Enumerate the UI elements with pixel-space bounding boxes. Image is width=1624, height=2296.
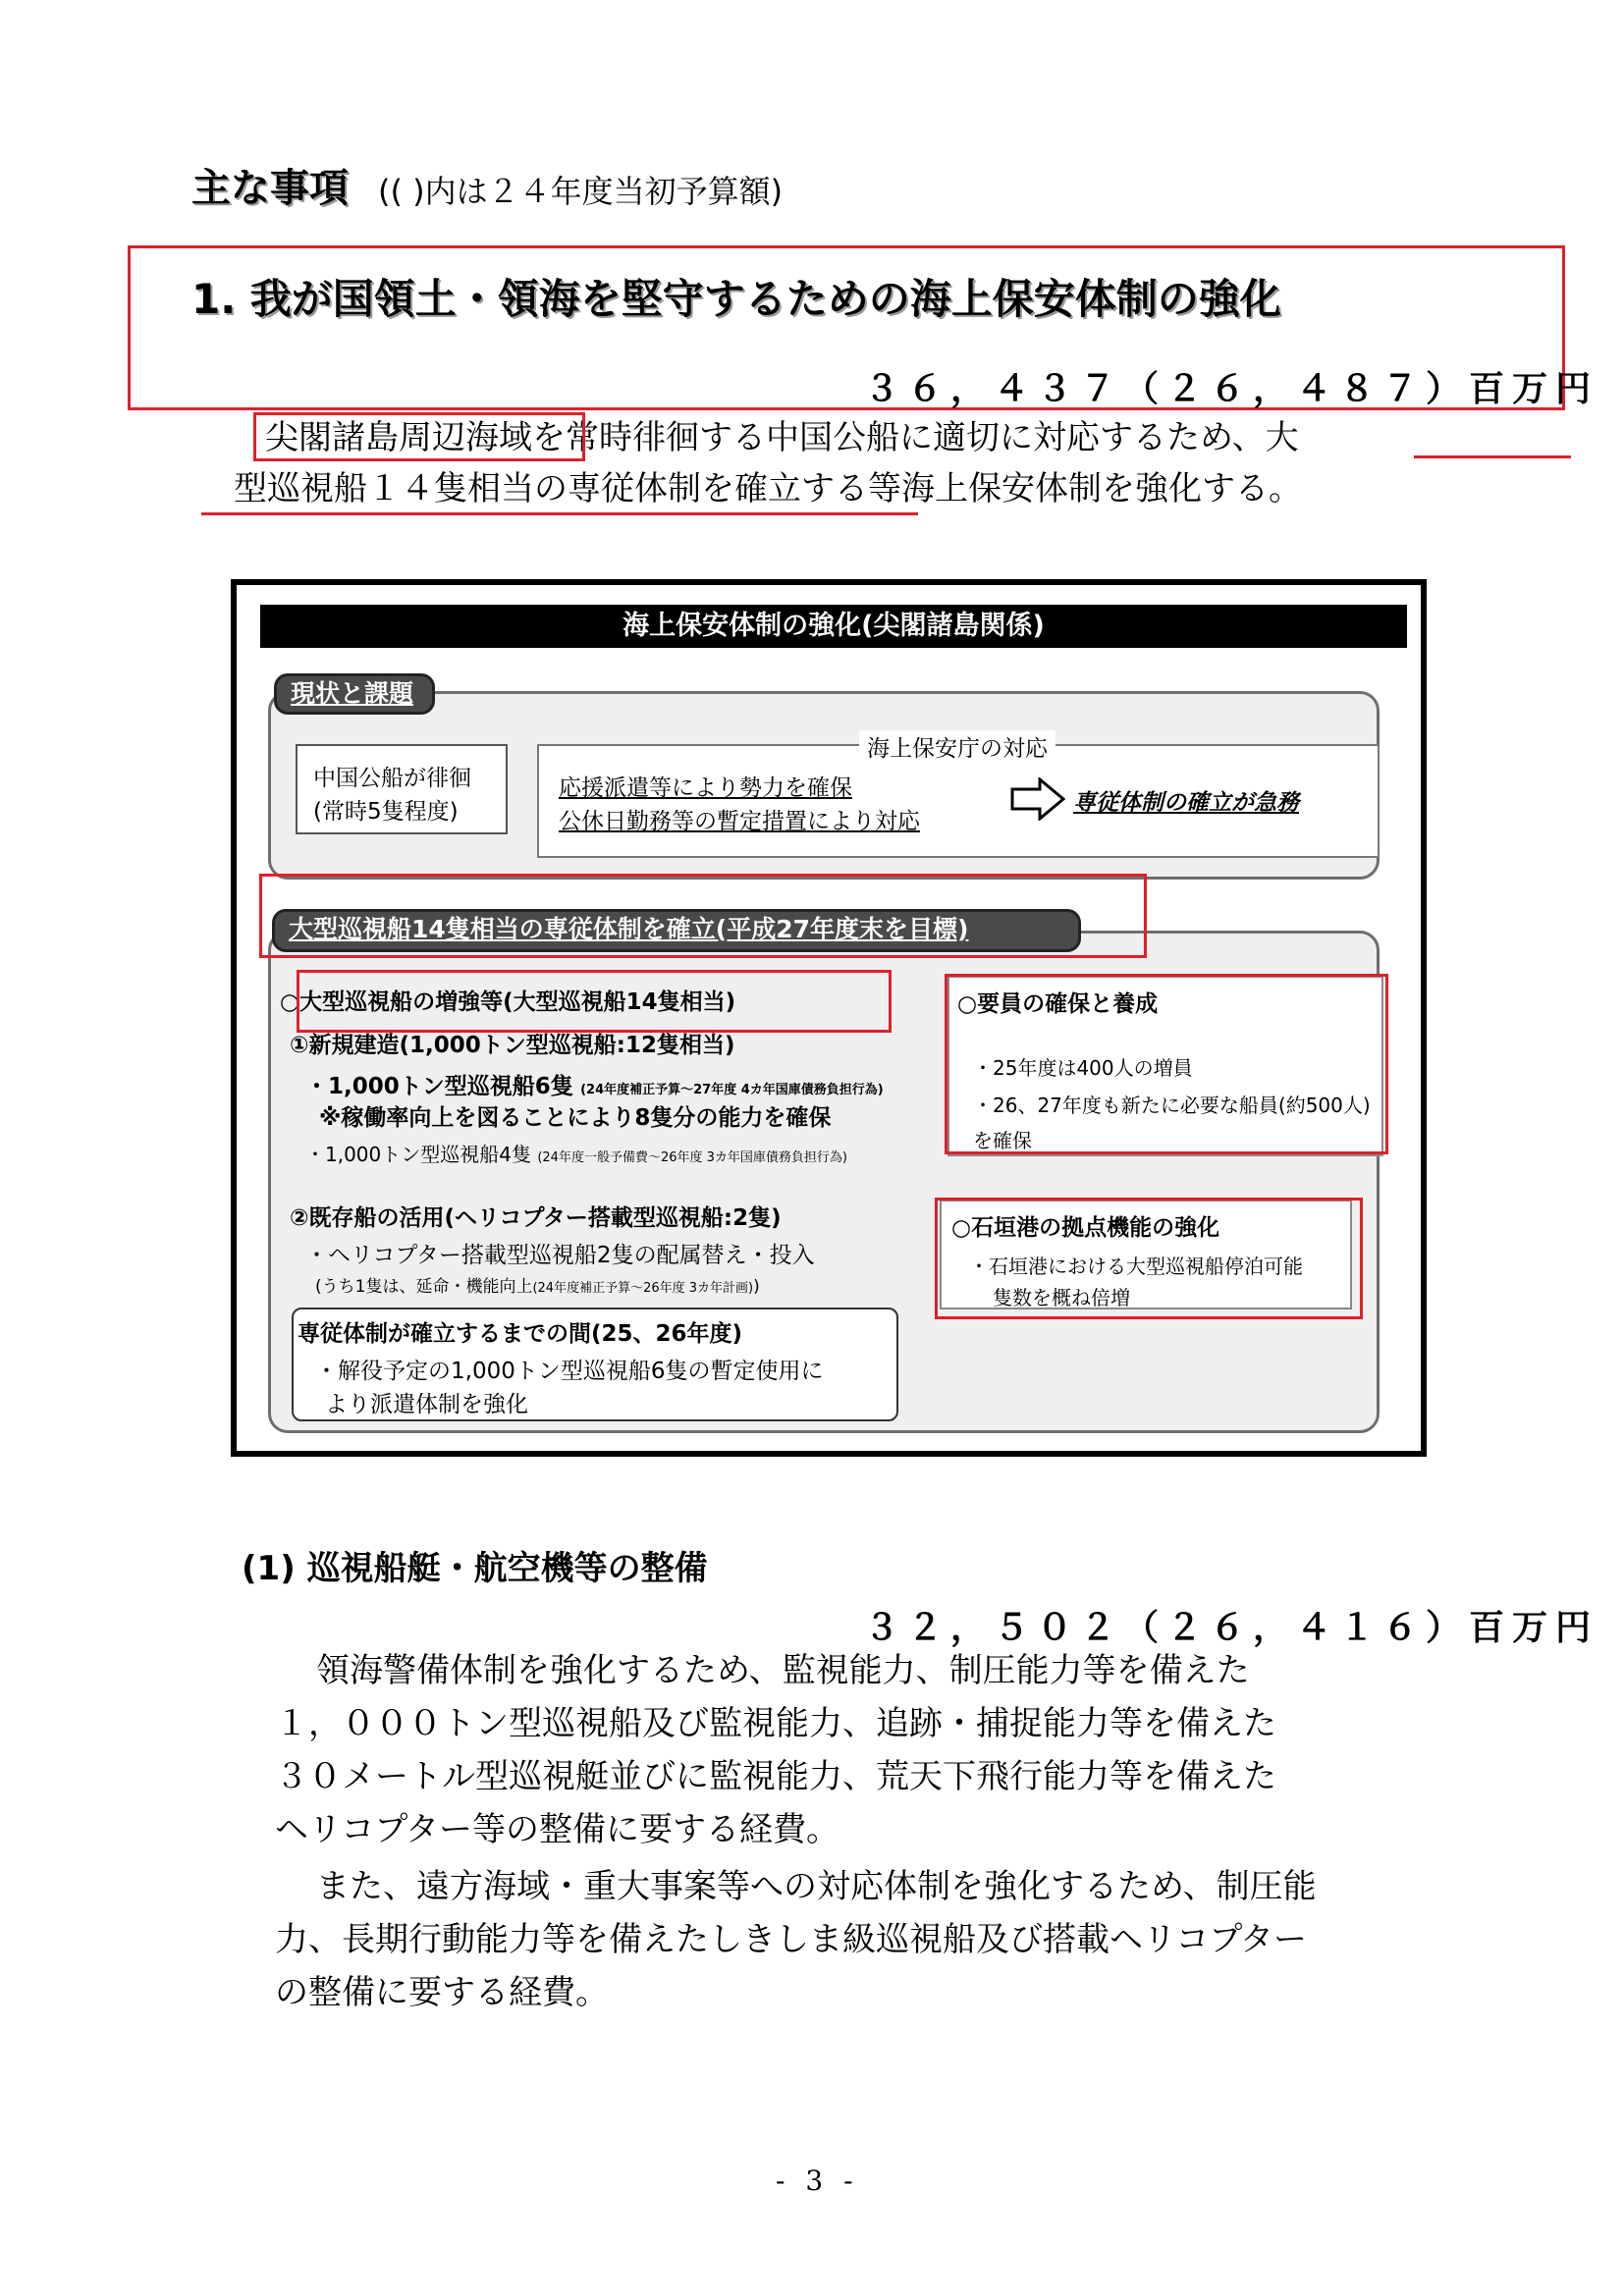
status-tab: 現状と課題 (274, 673, 435, 715)
para1-line-3: ３０メートル型巡視艇並びに監視能力、荒天下飛行能力等を備えた (275, 1757, 1276, 1796)
para2-line-2: 力、長期行動能力等を備えたしきしま級巡視船及び搭載ヘリコプター (275, 1920, 1307, 1959)
heli-item: ・ヘリコプター搭載型巡視船2隻の配属替え・投入 (305, 1243, 815, 1268)
annotation-box-ishigaki (935, 1198, 1363, 1319)
ishigaki-heading: ○石垣港の拠点機能の強化 (951, 1215, 1220, 1241)
section-1-1-title: (1) 巡視船艇・航空機等の整備 (242, 1549, 708, 1588)
item-6-ships (305, 1068, 884, 1100)
right-arrow-icon (1010, 777, 1065, 821)
para2-line-3: の整備に要する経費。 (275, 1973, 609, 2012)
para1-line-1: 領海警備体制を強化するため、監視能力、制圧能力等を備えた (316, 1651, 1250, 1690)
para2-line-1: また、遠方海域・重大事案等への対応体制を強化するため、制圧能 (316, 1867, 1317, 1906)
annotation-underline-1 (1414, 455, 1571, 458)
interim-line-2: より派遣体制を強化 (325, 1392, 528, 1417)
figure-title: 海上保安体制の強化(尖閣諸島関係) (260, 605, 1407, 648)
jcg-response-label: 海上保安庁の対応 (859, 730, 1056, 763)
annotation-box-goal (259, 874, 1147, 958)
page-heading-note: (( )内は２４年度当初予算額) (378, 173, 784, 210)
heli-note-end: ) (753, 1277, 760, 1297)
staff-line-2: ・26、27年度も新たに必要な船員(約500人) (973, 1094, 1371, 1117)
new-build-heading: ①新規建造(1,000トン型巡視船:12隻相当) (290, 1033, 735, 1058)
interim-line-1: ・解役予定の1,000トン型巡視船6隻の暫定使用に (315, 1359, 824, 1384)
item-4-ships-note: (24年度一般予備費～26年度 3カ年国庫債務負担行為) (537, 1150, 847, 1165)
ishigaki-line-1: ・石垣港における大型巡視船停泊可能 (969, 1255, 1303, 1278)
urgent-message: 専従体制の確立が急務 (1073, 790, 1299, 816)
item-4-ships (305, 1139, 847, 1167)
staff-heading: ○要員の確保と養成 (957, 991, 1159, 1017)
item-8-ships: ※稼働率向上を図ることにより8隻分の能力を確保 (319, 1105, 832, 1131)
goal-tab: 大型巡視船14隻相当の専従体制を確立(平成27年度末を目標) (272, 909, 1081, 952)
staff-line-1: ・25年度は400人の増員 (973, 1056, 1193, 1080)
staff-line-3: を確保 (973, 1129, 1032, 1152)
annotation-box-senkaku (253, 412, 585, 461)
ishigaki-line-2: 隻数を概ね倍増 (993, 1286, 1130, 1309)
annotation-box-reinforce (297, 970, 892, 1033)
response-line-2: 公休日勤務等の暫定措置により対応 (559, 809, 920, 834)
item-6-ships-label: ・1,000トン型巡視船6隻 (305, 1074, 573, 1099)
section-1-1-amount: ３２，５０２（２６，４１６）百万円 (864, 1608, 1599, 1648)
item-4-ships-label: ・1,000トン型巡視船4隻 (305, 1143, 531, 1166)
page-number: - 3 - (776, 2164, 859, 2197)
page-heading: 主な事項 (191, 166, 349, 211)
item-6-ships-note: (24年度補正予算～27年度 4カ年国庫債務負担行為) (580, 1083, 884, 1097)
heli-note-text: (うち1隻は、延命・機能向上 (315, 1277, 533, 1297)
chinese-ships-line-2: (常時5隻程度) (313, 799, 459, 825)
section-1-title: 1. 我が国領土・領海を堅守するための海上保安体制の強化 (191, 275, 1281, 323)
reinforce-heading: ○大型巡視船の増強等(大型巡視船14隻相当) (280, 989, 736, 1015)
section-1-amount: ３６，４３７（２６，４８７）百万円 (864, 369, 1599, 409)
para1-line-4: ヘリコプター等の整備に要する経費。 (275, 1810, 839, 1849)
interim-heading: 専従体制が確立するまでの間(25、26年度) (298, 1321, 743, 1347)
response-line-1: 応援派遣等により勢力を確保 (559, 775, 852, 801)
section-1-paragraph-line-1: 尖閣諸島周辺海域を常時徘徊する中国公船に適切に対応するため、大 (265, 418, 1299, 457)
annotation-underline-2 (201, 512, 918, 515)
heli-note (315, 1272, 760, 1297)
existing-ships-heading: ②既存船の活用(ヘリコプター搭載型巡視船:2隻) (290, 1205, 782, 1231)
heli-note-small: (24年度補正予算～26年度 3カ年計画) (532, 1281, 754, 1296)
annotation-box-staff (945, 974, 1388, 1154)
para1-line-2: １，０００トン型巡視船及び監視能力、追跡・捕捉能力等を備えた (275, 1704, 1276, 1743)
section-1-paragraph-line-2: 型巡視船１４隻相当の専従体制を確立する等海上保安体制を強化する。 (234, 469, 1302, 508)
chinese-ships-line-1: 中国公船が徘徊 (313, 766, 471, 791)
